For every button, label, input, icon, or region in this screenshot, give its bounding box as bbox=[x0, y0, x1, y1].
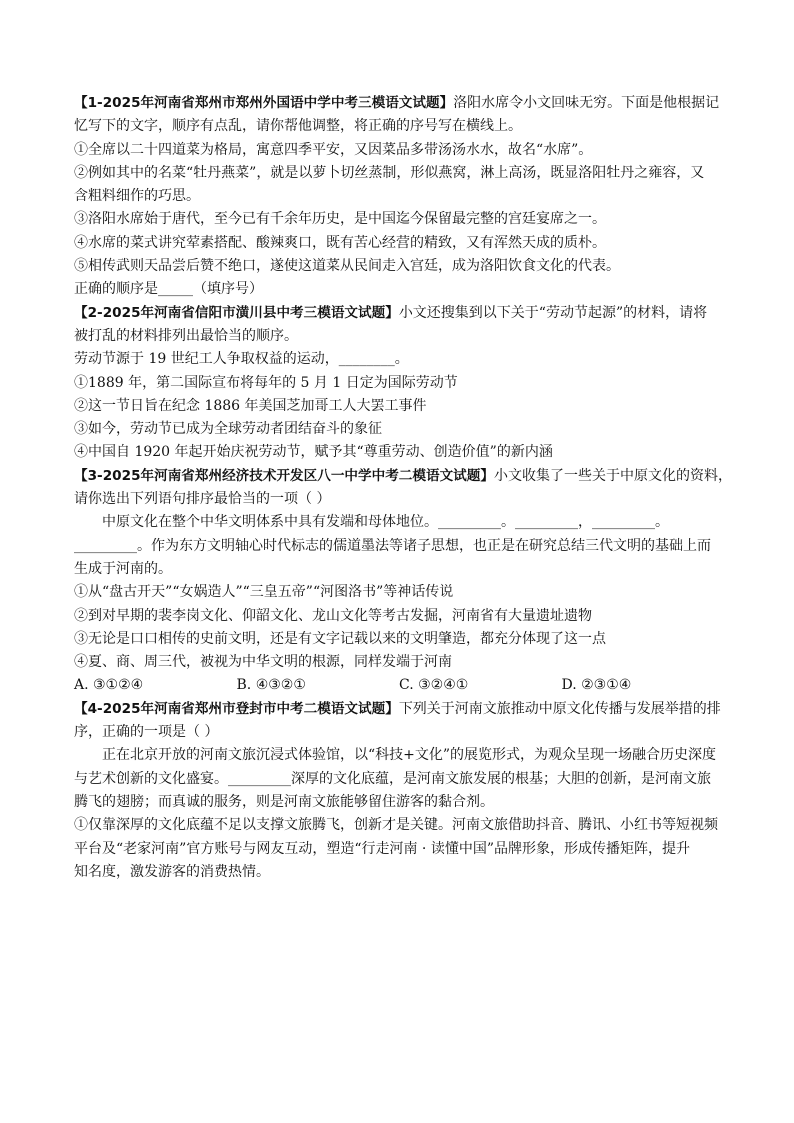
question-4-prompt-cont: 序，正确的一项是（ ） bbox=[74, 724, 219, 741]
question-1-item-2: ②例如其中的名菜“牡丹燕菜”，就是以萝卜切丝蒸制，形似燕窝，淋上高汤，既显洛阳牡丹之雍容，又 bbox=[74, 164, 705, 181]
question-4-passage: 正在北京开放的河南文旅沉浸式体验馆，以“科技+文化”的展览形式，为观众呈现一场融合历史深度 bbox=[102, 747, 717, 764]
question-3 bbox=[74, 465, 732, 698]
option-d: D. ②③①④ bbox=[561, 677, 632, 694]
question-1-heading bbox=[74, 92, 724, 115]
question-1-item-4: ④水席的菜式讲究荤素搭配、酸辣爽口，既有苦心经营的精致，又有浑然天成的质朴。 bbox=[74, 234, 606, 251]
question-3-item-4: ④夏、商、周三代，被视为中华文明的根源，同样发端于河南 bbox=[74, 654, 452, 671]
question-1-item-5: ⑤相传武则天品尝后赞不绝口，遂使这道菜从民间走入宫廷，成为洛阳饮食文化的代表。 bbox=[74, 258, 620, 275]
question-3-passage: 中原文化在整个中华文明体系中具有发端和母体地位。_________。_________，_________。 bbox=[102, 514, 669, 531]
option-a: A. ③①②④ bbox=[74, 677, 144, 694]
question-3-heading bbox=[74, 465, 732, 488]
question-2-prompt-cont: 被打乱的材料排列出最恰当的顺序。 bbox=[74, 327, 298, 344]
question-1-prompt-cont: 忆写下的文字，顺序有点乱，请你帮他调整，将正确的序号写在横线上。 bbox=[74, 118, 522, 135]
question-4-source: 【4-2025年河南省郑州市登封市中考二模语文试题】 bbox=[74, 700, 399, 717]
question-3-prompt: 小文收集了一些关于中原文化的资料， bbox=[493, 467, 732, 484]
question-2-prompt: 小文还搜集到以下关于“劳动节起源”的材料，请将 bbox=[398, 304, 708, 321]
question-3-source: 【3-2025年河南省郑州经济技术开发区八一中学中考二模语文试题】 bbox=[74, 467, 494, 484]
question-3-prompt-cont: 请你选出下列语句排序最恰当的一项（ ） bbox=[74, 491, 331, 508]
question-1-source: 【1-2025年河南省郑州市郑州外国语中学中考三模语文试题】 bbox=[74, 95, 454, 111]
question-2-item-4: ④中国自 1920 年起开始庆祝劳动节，赋予其“尊重劳动、创造价值”的新内涵 bbox=[74, 444, 553, 461]
question-2-source: 【2-2025年河南省信阳市潢川县中考三模语文试题】 bbox=[74, 304, 399, 321]
question-4 bbox=[74, 698, 724, 884]
question-2-heading bbox=[74, 302, 724, 325]
question-4-item-1: ①仅靠深厚的文化底蕴不足以支撑文旅腾飞，创新才是关键。河南文旅借助抖音、腾讯、小红书等短视频 bbox=[74, 817, 718, 834]
question-3-passage-end: 生成于河南的。 bbox=[74, 560, 172, 577]
question-1-answer-line: 正确的顺序是_____（填序号） bbox=[74, 281, 263, 298]
question-4-item-1-cont: 平台及“老家河南”官方账号与网友互动，塑造“行走河南 · 读懂中国”品牌形象，形成传播矩阵，提升 bbox=[74, 840, 690, 857]
question-4-item-1-end: 知名度，激发游客的消费热情。 bbox=[74, 863, 270, 880]
question-1-prompt: 洛阳水席令小文回味无穷。下面是他根据记 bbox=[453, 95, 720, 111]
question-1 bbox=[74, 92, 724, 302]
option-c: C. ③②④① bbox=[399, 677, 469, 694]
question-2-item-1: ①1889 年，第二国际宣布将每年的 5 月 1 日定为国际劳动节 bbox=[74, 374, 458, 391]
question-2-item-3: ③如今，劳动节已成为全球劳动者团结奋斗的象征 bbox=[74, 421, 382, 438]
question-3-item-3: ③无论是口口相传的史前文明，还是有文字记载以来的文明肇造，都充分体现了这一点 bbox=[74, 630, 606, 647]
question-2 bbox=[74, 302, 724, 465]
option-b: B. ④③②① bbox=[236, 677, 306, 694]
question-1-item-3: ③洛阳水席始于唐代，至今已有千余年历史，是中国迄今保留最完整的宫廷宴席之一。 bbox=[74, 211, 606, 228]
question-2-item-2: ②这一节日旨在纪念 1886 年美国芝加哥工人大罢工事件 bbox=[74, 397, 427, 414]
question-4-prompt: 下列关于河南文旅推动中原文化传播与发展举措的排 bbox=[398, 700, 721, 717]
question-4-passage-end: 腾飞的翅膀；而真诚的服务，则是河南文旅能够留住游客的黏合剂。 bbox=[74, 793, 494, 810]
question-3-options bbox=[74, 674, 724, 697]
question-2-stem: 劳动节源于 19 世纪工人争取权益的运动，________。 bbox=[74, 351, 409, 368]
question-3-item-2: ②到对早期的裴李岗文化、仰韶文化、龙山文化等考古发掘，河南省有大量遗址遗物 bbox=[74, 607, 592, 624]
question-4-passage-cont: 与艺术创新的文化盛宴。_________深厚的文化底蕴，是河南文旅发展的根基；大胆的创新，是河南文旅 bbox=[74, 770, 711, 787]
document-page bbox=[74, 92, 732, 884]
question-1-item-2-cont: 含粗料细作的巧思。 bbox=[74, 188, 200, 205]
question-4-heading bbox=[74, 698, 724, 721]
question-3-passage-cont: _________。作为东方文明轴心时代标志的儒道墨法等诸子思想，也正是在研究总结三代文明的基础上而 bbox=[74, 537, 711, 554]
question-1-item-1: ①全席以二十四道菜为格局，寓意四季平安，又因菜品多带汤汤水水，故名“水席”。 bbox=[74, 141, 593, 158]
question-3-item-1: ①从“盘古开天”“女娲造人”“三皇五帝”“河图洛书”等神话传说 bbox=[74, 584, 454, 601]
